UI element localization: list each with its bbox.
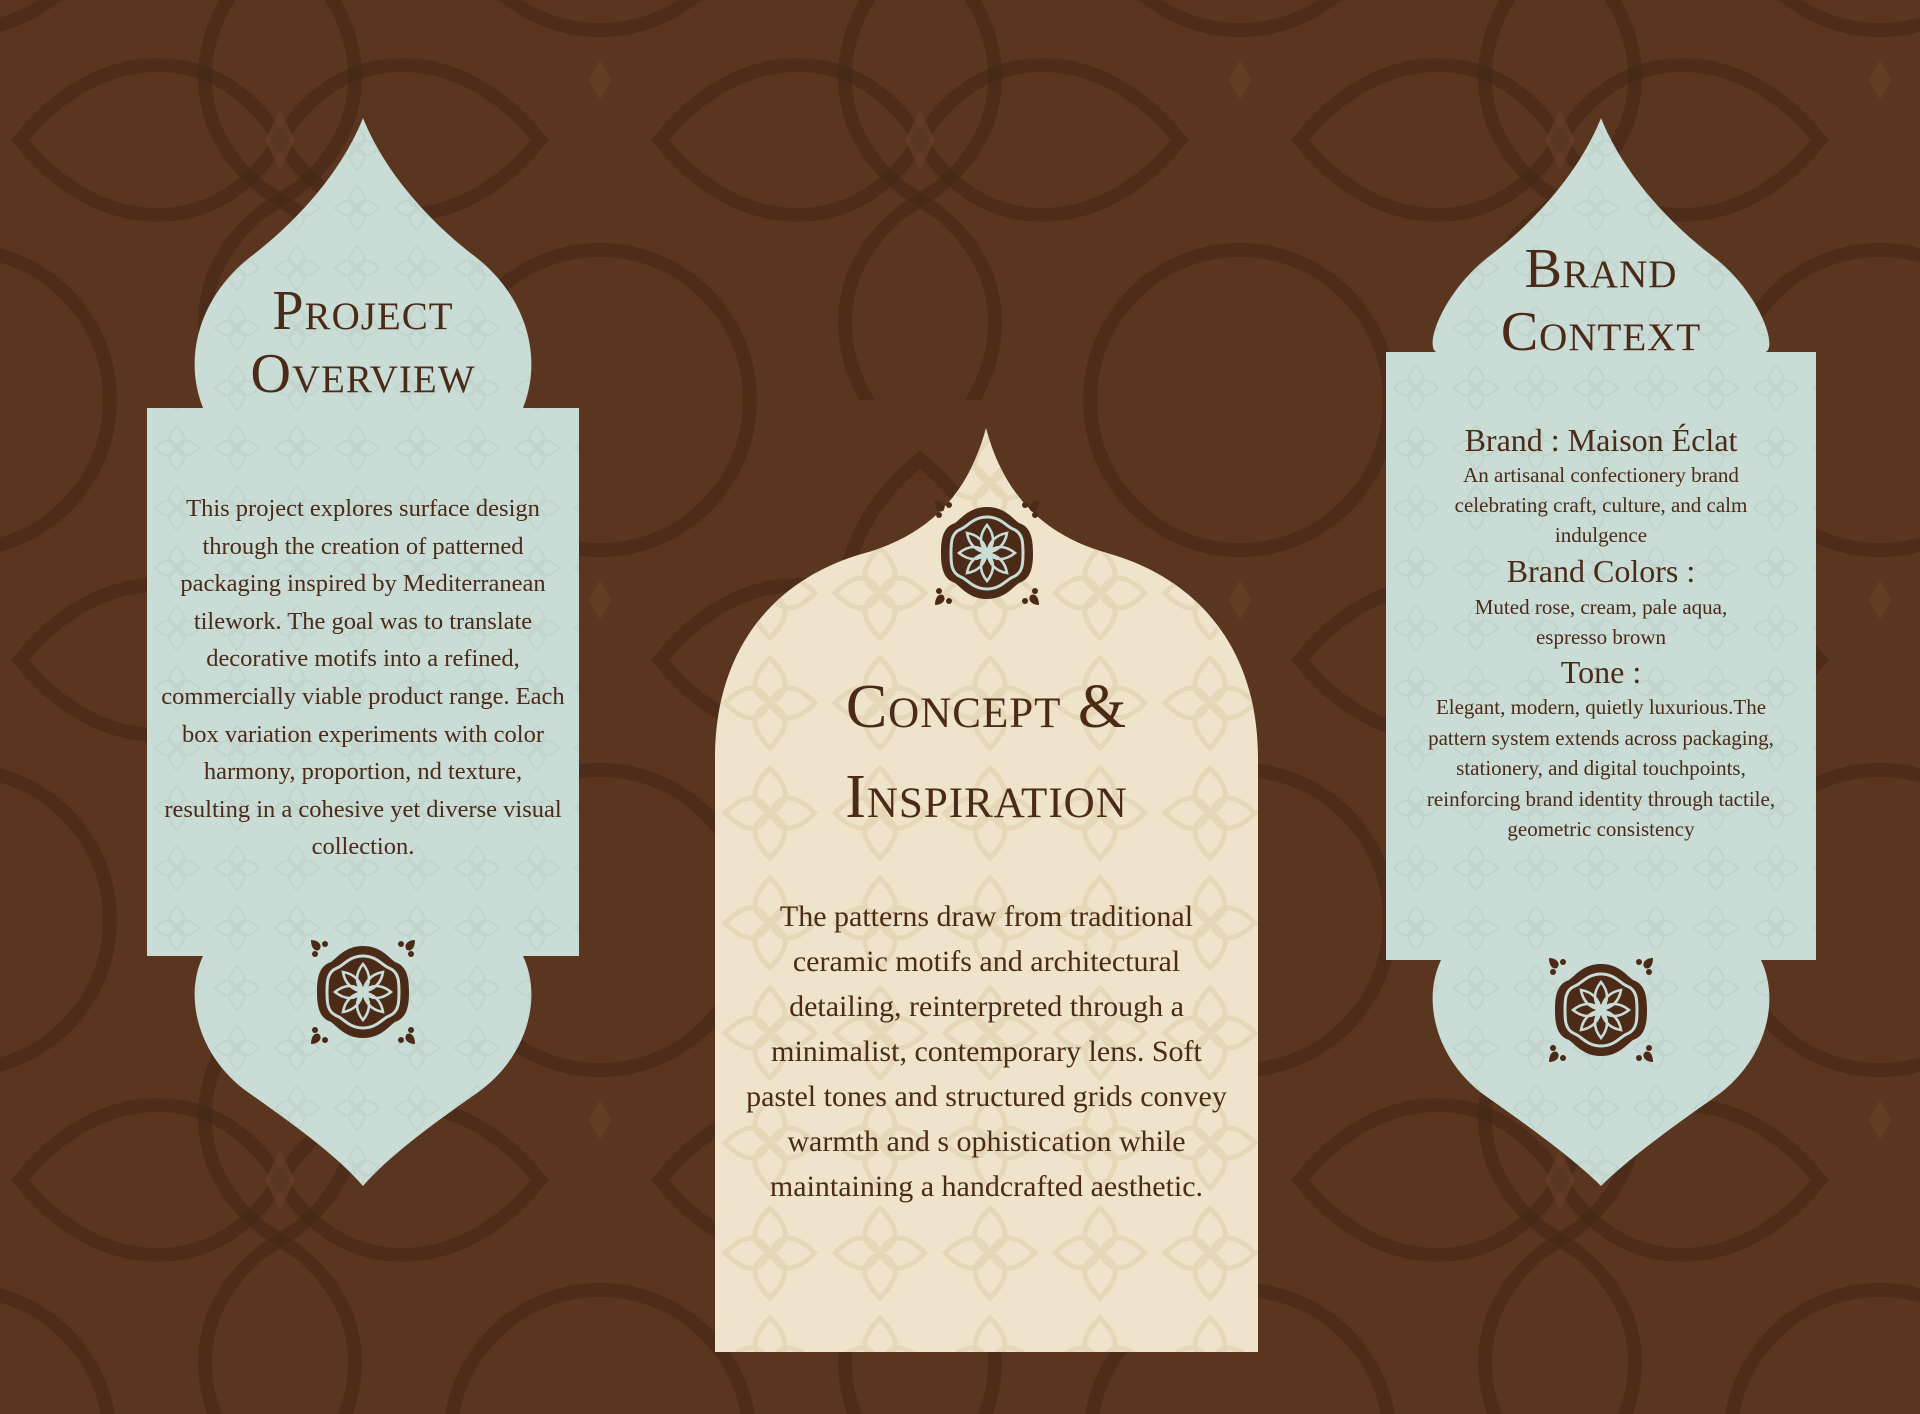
project-overview-text: This project explores surface design through the creation of patterned packaging inspired by Mediterranean tilework. The goal was to translate decorative motifs into a refined, commercially viable product range. Each box variation experiments with color harmony, proportion, nd texture, resulting in a cohesive yet diverse visual collection. [161, 495, 565, 861]
brand-context-panel [1386, 118, 1816, 1186]
panel-title [735, 662, 1238, 842]
title-line-1: Concept & [845, 673, 1128, 741]
tone-text: Elegant, modern, quietly luxurious.The pattern system extends across packaging, stationery, and digital touchpoints, reinforcing brand identity through tactile, geometric consistency [1426, 695, 1776, 841]
project-overview-panel [147, 118, 579, 1186]
floral-tile-motif-icon [303, 932, 423, 1052]
title-line-2: Inspiration [845, 763, 1128, 831]
panel-title [1416, 238, 1786, 363]
title-line-2: Overview [250, 342, 476, 405]
floral-tile-motif-icon [927, 493, 1047, 613]
floral-tile-motif-icon [1541, 950, 1661, 1070]
title-line-1: Project [272, 280, 454, 342]
panel-title [177, 280, 549, 405]
brand-heading: Brand : Maison Éclat [1464, 422, 1738, 458]
tone-heading: Tone : [1560, 654, 1642, 690]
brand-colors-heading: Brand Colors : [1506, 553, 1696, 589]
brand-colors-text: Muted rose, cream, pale aqua, espresso brown [1474, 595, 1728, 649]
brand-description: An artisanal confectionery brand celebrating craft, culture, and calm indulgence [1454, 463, 1748, 547]
concept-text: The patterns draw from traditional ceramic motifs and architectural detailing, reinterpreted through a minimalist, contemporary lens. Soft pastel tones and structured grids convey warmth and s ophistication while maintaining a handcrafted aesthetic. [746, 900, 1227, 1203]
title-line-1: Brand [1524, 238, 1678, 300]
concept-inspiration-panel [715, 428, 1258, 1352]
title-line-2: Context [1500, 300, 1702, 363]
